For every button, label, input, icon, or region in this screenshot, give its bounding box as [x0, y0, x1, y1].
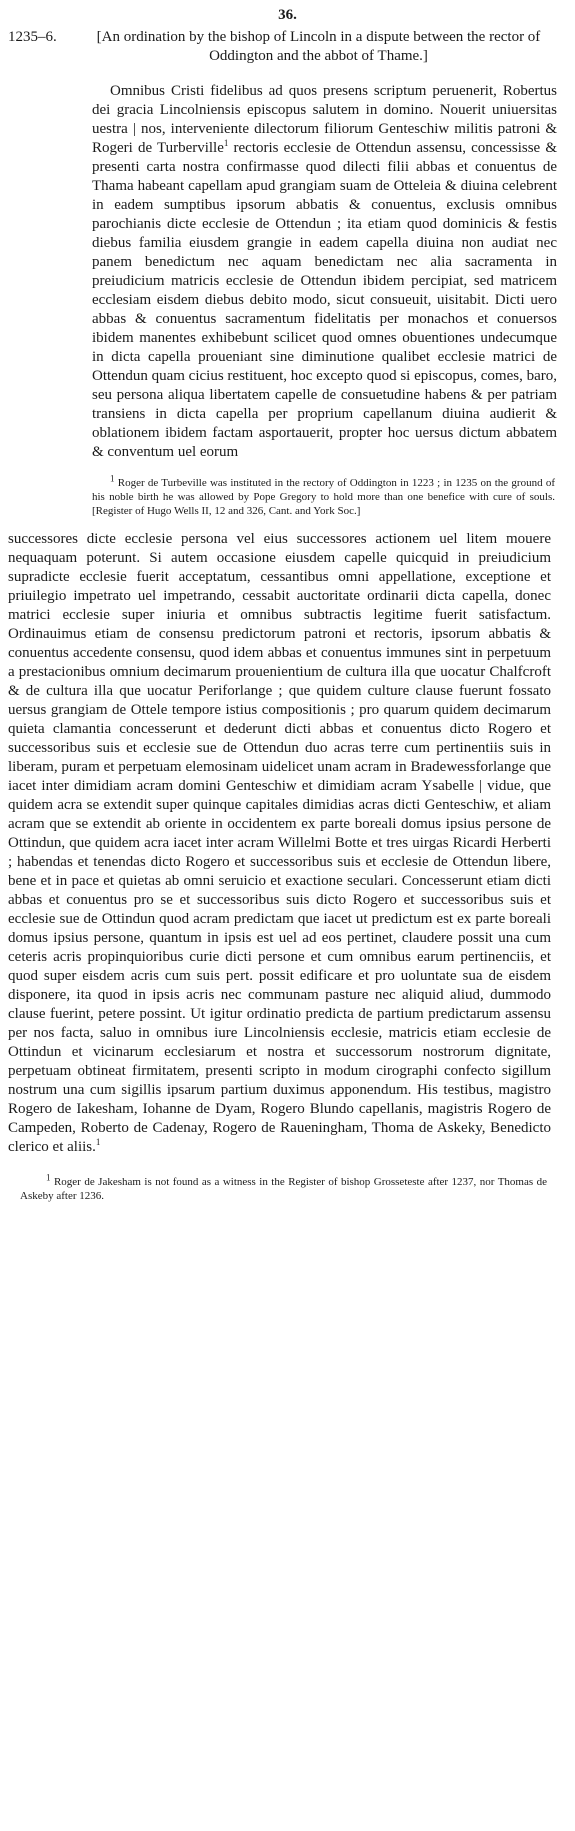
entry-title: [An ordination by the bishop of Lincoln in a dispute between the rector of Oddington and the abbot of Thame.]: [96, 29, 541, 64]
footnote-reference: 1: [95, 1137, 101, 1147]
footnote-marker: 1: [46, 1172, 51, 1183]
charter-text-segment: Omnibus Cristi fidelibus ad quos presens scriptum peruenerit, Robertus dei gracia Lincolniensis episcopus salutem in domino. Nouerit uniuersitas uestra | nos, interveniente dilectorum filiorum Genteschiw militis patroni & Rogeri de Turberville: [92, 83, 557, 156]
footnote-text: Roger de Turbeville was instituted in the rectory of Oddington in 1223 ; in 1235 on the ground of his noble birth he was allowed by Pope Gregory to hold more than one benefice with cure of souls. [Register of Hugo Wells II, 12 and 326, Cant. and York Soc.]: [92, 477, 555, 517]
footnote-text: Roger de Jakesham is not found as a witness in the Register of bishop Grosseteste after 1237, nor Thomas de Askeby after 1236.: [20, 1176, 547, 1202]
footnote-rector: [92, 473, 555, 518]
footnote-marker: 1: [110, 473, 115, 484]
footnote-reference: 1: [223, 138, 229, 148]
charter-text-segment: rectoris ecclesie de Ottendun assensu, concessisse & presenti carta nostra confirmasse quod dilecti filii abbas et conuentus de Thama habeant capellam apud grangiam suam de Otteleia & diuina celebrent in eadem sumptibus ipsorum abbatis & conuentus, exclusis omnibus parochianis dicte ecclesie de Ottendun ; ita etiam quod dominicis & festis diebus familia eiusdem grangie in eadem capella diuina non audiat nec panem benedictum nec aquam benedictam nec alia sacramenta in preiudicium matricis ecclesie de Ottendun ibidem percipiat, sed matricem ecclesiam eisdem diebus debito modo, sicut consueuit, uisitabit. Dicti uero abbas & conuentus sacramentum fidelitatis per monachos et conuersos ibidem manentes exhibebunt scilicet quod omnes obuentiones undecumque in dicta capella proueniant sine diminutione qualibet ecclesie matrici de Ottendun quam cicius restituent, hoc excepto quod si episcopus, comes, baro, seu persona aliqua libertatem capelle de consuetudine habens & per patriam transiens in dicta capella per proprium capellanum diuina audierit & oblationem ibidem factam asportauerit, propter hoc uersus dictum abbatem & conventum uel eorum: [92, 140, 557, 460]
entry-date: 1235–6.: [8, 29, 57, 45]
footnote-witnesses: [20, 1172, 547, 1203]
charter-text-part-1: [92, 82, 557, 462]
charter-text-part-2: [8, 530, 551, 1157]
charter-text-segment: successores dicte ecclesie persona vel eius successores actionem uel litem mouere nequaquam poterunt. Si autem occasione eiusdem capelle quicquid in preiudicium supradicte ecclesie fuerit acceptatum, cessantibus omni appellatione, exceptione et priuilegio impetrato uel impetrando, cessabit auctoritate ordinarii dicta capella, donec matrici ecclesie super iniuria et omnibus subtractis legitime fuerit satisfactum. Ordinauimus etiam de consensu predictorum patroni et rectoris, ipsorum abbatis & conuentus accedente consensu, quod idem abbas et conuentus immunes sint in perpetuum a prestacionibus omnium decimarum prouenientium de cultura illa que uocatur Chalfcroft & de cultura illa que uocatur Periforlange ; que quidem culture clause fuerunt fossato uersus grangiam de Ottele tempore istius compositionis ; pro quarum quidem decimarum quieta clamantia concesserunt et dederunt dicti abbas et conuentus dicto Rogero et successoribus suis et ecclesie sue de Ottendun duo acras terre cum pertinentiis suis in liberam, puram et perpetuam elemosinam uidelicet unam acram in Bradewessforlange que iacet inter dimidiam acram domini Genteschiw et dimidiam acram Ysabelle | vidue, que quidem acra se extendit super quinque capitales dimidias acras dicti Genteschiw, et aliam acram que se extendit ab oriente in occidentem ex parte boreali domus ipsius persone de Ottindun, que quidem acra iacet inter acram Willelmi Botte et tres uirgas Ricardi Herberti ; habendas et tenendas dicto Rogero et successoribus suis et ecclesie de Ottendun libere, bene et in pace et quietas ab omni seruicio et exactione seculari. Concesserunt etiam dicti abbas et conuentus pro se et successoribus suis dicto Rogero et successoribus suis et ecclesie sue de Ottindun quod acram predictam que iacet ut predictum est ex parte boreali domus ipsius persone, quantum in ipsis est uel ad eos pertinet, claudere possit una cum ceteris acris propinquioribus curie dicti persone et cum omnibus earum pertinenciis, et quod super eisdem acris cum suis pert. possit edificare et pro uoluntate sua de eisdem disponere, ita quod in ipsis acris nec communam pasture nec aliquid aliud, dummodo clause fuerint, petere possint. Ut igitur ordinatio predicta de partium predictarum assensu per nos facta, saluo in omnibus iure Lincolniensis ecclesie, matricis etiam ecclesie de Ottindun et vicinarum ecclesiarum et nostra et successorum nostrorum dignitate, perpetuam obtineat firmitatem, presenti scripto in modum cirographi confecto sigillum nostrum una cum sigillis ipsarum partium duximus apponendum. His testibus, magistro Rogero de Iakesham, Iohanne de Dyam, Rogero Blundo capellanis, magistris Rogero de Campeden, Roberto de Cadenay, Rogero de Raueningham, Thoma de Askeky, Benedicto clerico et aliis.: [8, 531, 551, 1155]
charter-paragraph: [8, 530, 551, 1157]
entry-heading: [8, 28, 565, 66]
page-number: 36.: [278, 7, 297, 23]
charter-paragraph: [92, 82, 557, 462]
